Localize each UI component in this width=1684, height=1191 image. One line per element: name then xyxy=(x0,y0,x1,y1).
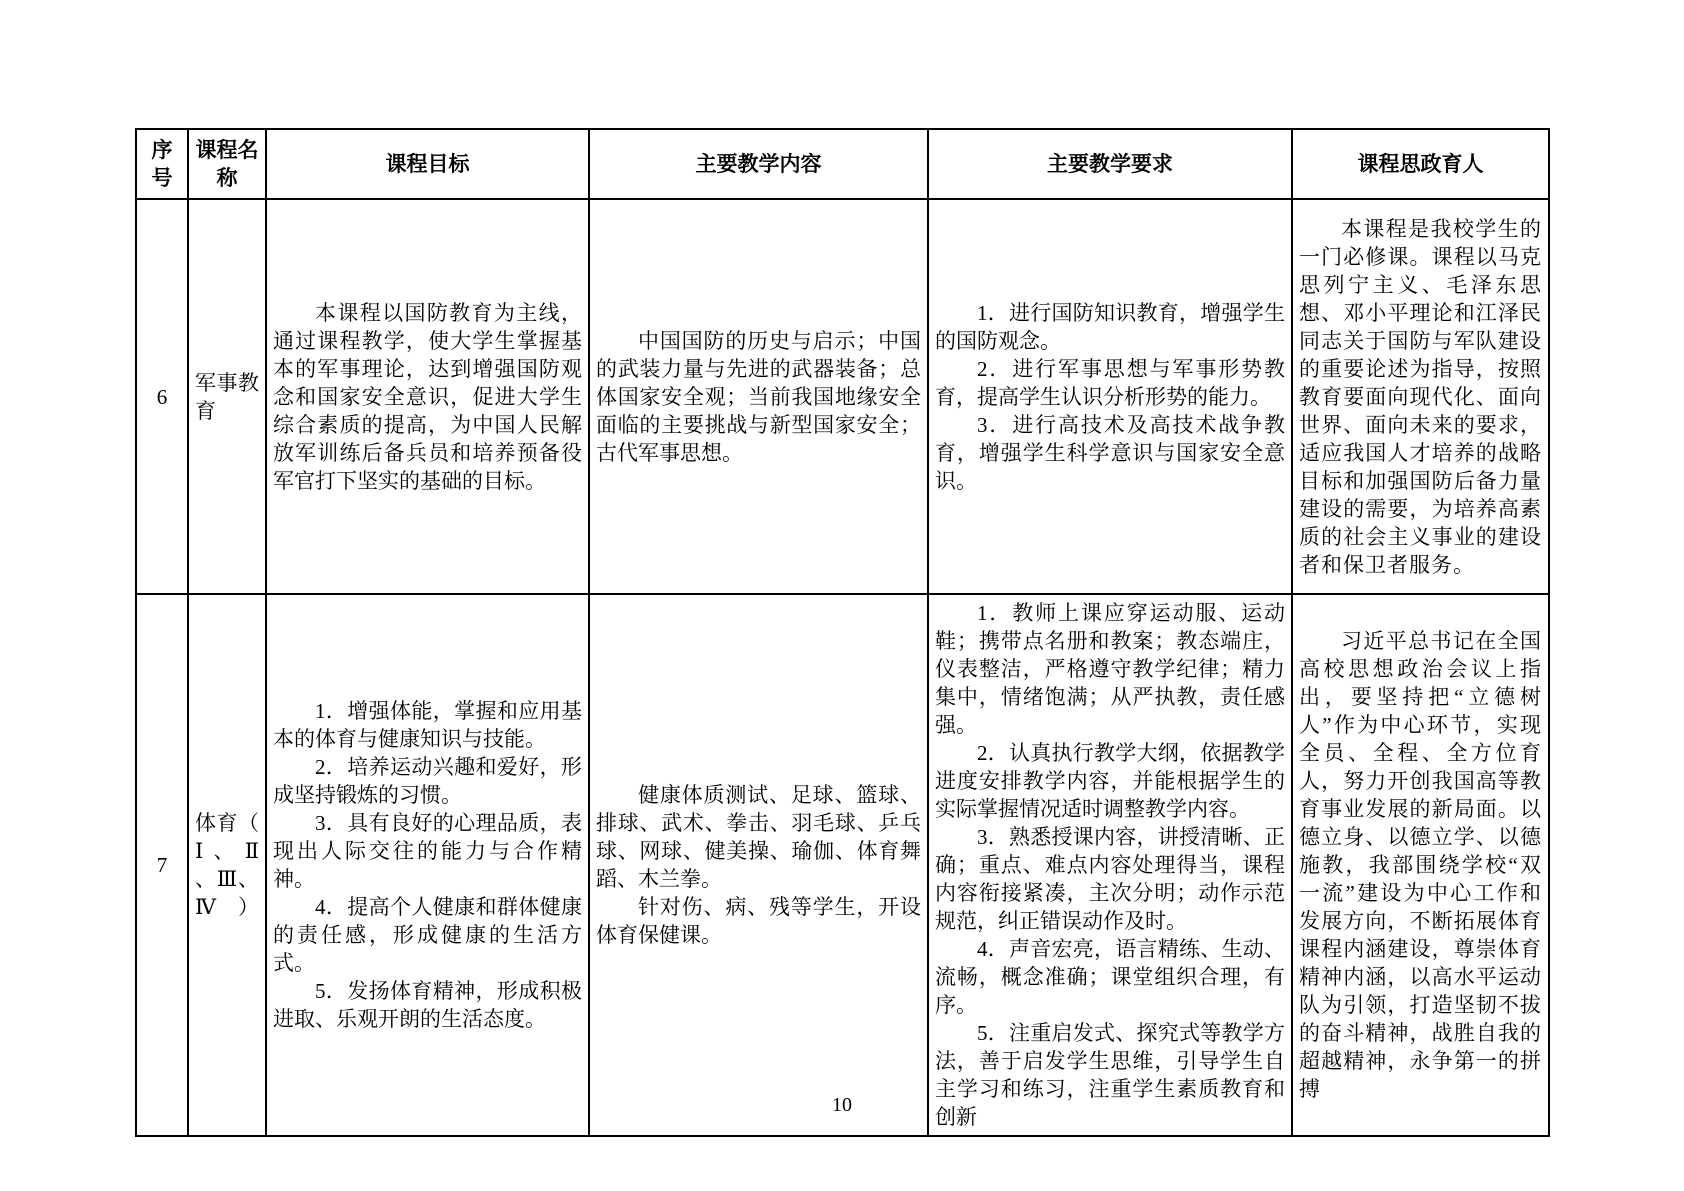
paragraph: 本课程以国防教育为主线，通过课程教学，使大学生掌握基本的军事理论，达到增强国防观念和国家安全意识，促进大学生综合素质的提高，为中国人民解放军训练后备兵员和培养预备役军官打下坚实的基础的目标。 xyxy=(273,300,582,493)
paragraph: 习近平总书记在全国高校思想政治会议上指出，要坚持把“立德树人”作为中心环节，实现全员、全程、全方位育人，努力开创我国高等教育事业发展的新局面。以德立身、以德立学、以德施教，我部围绕学校“双一流”建设为中心工作和发展方向，不断拓展体育课程内涵建设，尊崇体育精神内涵，以高水平运动队为引领，打造坚韧不拔的奋斗精神，战胜自我的超越精神，永争第一的拼搏 xyxy=(1299,629,1542,1101)
paragraph: 针对伤、病、残等学生，开设体育保健课。 xyxy=(596,895,921,947)
cell-course-objectives xyxy=(266,594,589,1136)
paragraph: 1．进行国防知识教育，增强学生的国防观念。 xyxy=(935,300,1285,353)
header-course-name: 课程名称 xyxy=(188,129,266,199)
paragraph: 中国国防的历史与启示；中国的武装力量与先进的武器装备；总体国家安全观；当前我国地缘安全面临的主要挑战与新型国家安全；古代军事思想。 xyxy=(596,328,921,465)
header-row-number: 序号 xyxy=(136,129,188,199)
paragraph: 3．熟悉授课内容，讲授清晰、正确；重点、难点内容处理得当，课程内容衔接紧凑，主次分明；动作示范规范，纠正错误动作及时。 xyxy=(935,825,1285,933)
course-table-container xyxy=(135,128,1548,1137)
header-teaching-requirements: 主要教学要求 xyxy=(928,129,1292,199)
header-teaching-content: 主要教学内容 xyxy=(589,129,928,199)
table-row-course-6 xyxy=(136,199,1549,594)
cell-row-number: 6 xyxy=(136,199,188,594)
paragraph: 1．教师上课应穿运动服、运动鞋；携带点名册和教案；教态端庄，仪表整洁，严格遵守教学纪律；精力集中，情绪饱满；从严执教，责任感强。 xyxy=(935,601,1285,737)
paragraph: 5．注重启发式、探究式等教学方法，善于启发学生思维，引导学生自主学习和练习，注重学生素质教育和创新 xyxy=(935,1021,1285,1129)
cell-teaching-requirements xyxy=(928,199,1292,594)
paragraph: 4．声音宏亮，语言精练、生动、流畅，概念准确；课堂组织合理，有序。 xyxy=(935,937,1285,1017)
paragraph: 2．培养运动兴趣和爱好，形成坚持锻炼的习惯。 xyxy=(273,755,582,807)
table-row-course-7 xyxy=(136,594,1549,1136)
header-ideology-education: 课程思政育人 xyxy=(1292,129,1549,199)
cell-ideology-education xyxy=(1292,594,1549,1136)
paragraph: 本课程是我校学生的一门必修课。课程以马克思列宁主义、毛泽东思想、邓小平理论和江泽民同志关于国防与军队建设的重要论述为指导，按照教育要面向现代化、面向世界、面向未来的要求，适应我国人才培养的战略目标和加强国防后备力量建设的需要，为培养高素质的社会主义事业的建设者和保卫者服务。 xyxy=(1299,216,1542,577)
cell-teaching-content xyxy=(589,199,928,594)
paragraph: 3．进行高技术及高技术战争教育，增强学生科学意识与国家安全意识。 xyxy=(935,412,1285,493)
paragraph: 1．增强体能，掌握和应用基本的体育与健康知识与技能。 xyxy=(273,699,582,751)
cell-ideology-education xyxy=(1292,199,1549,594)
cell-teaching-content xyxy=(589,594,928,1136)
cell-course-name: 体育（Ⅰ、Ⅱ、Ⅲ、Ⅳ） xyxy=(188,594,266,1136)
cell-row-number: 7 xyxy=(136,594,188,1136)
cell-course-objectives xyxy=(266,199,589,594)
page-number: 10 xyxy=(832,1094,852,1116)
paragraph: 5．发扬体育精神，形成积极进取、乐观开朗的生活态度。 xyxy=(273,979,582,1031)
paragraph: 4．提高个人健康和群体健康的责任感，形成健康的生活方式。 xyxy=(273,895,582,975)
header-course-objectives: 课程目标 xyxy=(266,129,589,199)
paragraph: 3．具有良好的心理品质，表现出人际交往的能力与合作精神。 xyxy=(273,811,582,891)
paragraph: 2．进行军事思想与军事形势教育，提高学生认识分析形势的能力。 xyxy=(935,356,1285,409)
paragraph: 健康体质测试、足球、篮球、排球、武术、拳击、羽毛球、乒乓球、网球、健美操、瑜伽、体育舞蹈、木兰拳。 xyxy=(596,783,921,891)
header-row xyxy=(136,129,1549,199)
paragraph: 2．认真执行教学大纲，依据教学进度安排教学内容，并能根据学生的实际掌握情况适时调整教学内容。 xyxy=(935,741,1285,821)
cell-course-name: 军事教育 xyxy=(188,199,266,594)
cell-teaching-requirements xyxy=(928,594,1292,1136)
course-table xyxy=(135,128,1550,1137)
